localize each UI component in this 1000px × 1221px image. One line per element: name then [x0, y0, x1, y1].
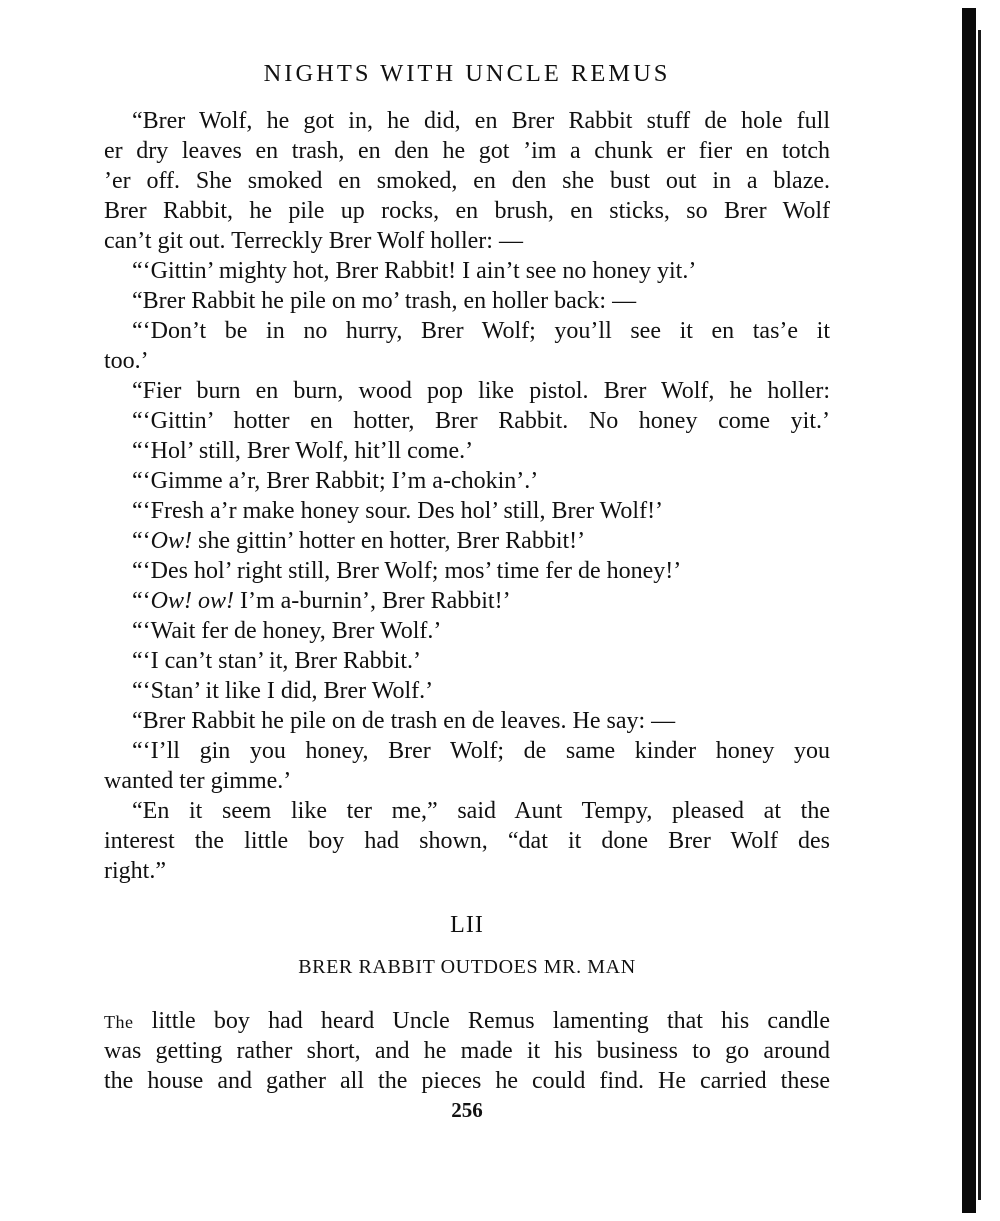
- line-text: “‘Gimme a’r, Brer Rabbit; I’m a-chokin’.’: [132, 468, 539, 494]
- text-line: [104, 466, 830, 496]
- text-line: [104, 286, 830, 316]
- story-text: [104, 106, 830, 886]
- text-line: [104, 556, 830, 586]
- text-line: [104, 256, 830, 286]
- text-line: [104, 796, 830, 826]
- line-text: I’m a-burnin’, Brer Rabbit!’: [234, 588, 511, 614]
- italic-exclamation: Ow!: [150, 528, 192, 554]
- chapter-title: BRER RABBIT OUTDOES MR. MAN: [298, 956, 636, 978]
- running-head: NIGHTS WITH UNCLE REMUS: [263, 60, 671, 87]
- text-line: [104, 1066, 830, 1096]
- text-line: [104, 1036, 830, 1066]
- line-text: er dry leaves en trash, en den he got ’im a chunk er fier en totch: [104, 138, 830, 164]
- text-line: [104, 676, 830, 706]
- line-text: “‘Fresh a’r make honey sour. Des hol’ still, Brer Wolf!’: [132, 498, 664, 524]
- text-line: [104, 376, 830, 406]
- line-text: “‘Des hol’ right still, Brer Wolf; mos’ time fer de honey!’: [132, 558, 682, 584]
- text-line: [104, 706, 830, 736]
- line-text: “‘Gittin’ hotter en hotter, Brer Rabbit. No honey come yit.’: [132, 408, 830, 434]
- text-line: [104, 766, 830, 796]
- line-text: wanted ter gimme.’: [104, 768, 292, 794]
- line-text: “‘Gittin’ mighty hot, Brer Rabbit! I ain’t see no honey yit.’: [132, 258, 697, 284]
- text-line: [104, 616, 830, 646]
- line-text: “‘Hol’ still, Brer Wolf, hit’ll come.’: [132, 438, 474, 464]
- line-text: the house and gather all the pieces he could find. He carried these: [104, 1068, 830, 1094]
- text-line: [104, 436, 830, 466]
- line-text: “‘I’ll gin you honey, Brer Wolf; de same kinder honey you: [132, 738, 830, 764]
- text-line: [104, 856, 830, 886]
- chapter-opening-text: [104, 1006, 830, 1096]
- line-text: “‘I can’t stan’ it, Brer Rabbit.’: [132, 648, 422, 674]
- text-line: [104, 406, 830, 436]
- text-line: [104, 586, 830, 616]
- line-text: interest the little boy had shown, “dat it done Brer Wolf des: [104, 828, 830, 854]
- text-line: [104, 196, 830, 226]
- line-text: was getting rather short, and he made it his business to go around: [104, 1038, 830, 1064]
- text-line: [104, 106, 830, 136]
- line-text: “Fier burn en burn, wood pop like pistol. Brer Wolf, he holler:: [132, 378, 830, 404]
- line-text: can’t git out. Terreckly Brer Wolf holler: —: [104, 228, 523, 254]
- page-edge-line: [978, 30, 981, 1200]
- line-text: “‘Stan’ it like I did, Brer Wolf.’: [132, 678, 434, 704]
- text-line: [104, 226, 830, 256]
- text-line: [104, 526, 830, 556]
- page-number: 256: [451, 1098, 483, 1122]
- text-line: [104, 646, 830, 676]
- text-line: [104, 736, 830, 766]
- line-text: little boy had heard Uncle Remus lamenting that his candle: [133, 1008, 830, 1034]
- italic-exclamation: Ow! ow!: [150, 588, 234, 614]
- text-line: [104, 166, 830, 196]
- line-text: “‘: [132, 588, 151, 614]
- text-line: [104, 496, 830, 526]
- line-text: Brer Rabbit, he pile up rocks, en brush, en sticks, so Brer Wolf: [104, 198, 830, 224]
- line-text: she gittin’ hotter en hotter, Brer Rabbit!’: [192, 528, 586, 554]
- text-line: [104, 316, 830, 346]
- line-text: “Brer Rabbit he pile on mo’ trash, en holler back: —: [132, 288, 637, 314]
- line-text: “‘Wait fer de honey, Brer Wolf.’: [132, 618, 442, 644]
- line-text: “‘Don’t be in no hurry, Brer Wolf; you’ll see it en tas’e it: [132, 318, 830, 344]
- line-text: ’er off. She smoked en smoked, en den she bust out in a blaze.: [104, 168, 830, 194]
- text-line: [104, 136, 830, 166]
- chapter-number: LII: [450, 912, 484, 938]
- text-line: [104, 1006, 830, 1036]
- line-text: too.’: [104, 348, 149, 374]
- line-text: right.”: [104, 858, 166, 884]
- page-edge-shadow: [962, 8, 976, 1213]
- line-text: “‘: [132, 528, 151, 554]
- text-line: [104, 346, 830, 376]
- line-text: “En it seem like ter me,” said Aunt Tempy, pleased at the: [132, 798, 830, 824]
- text-line: [104, 826, 830, 856]
- line-text: “Brer Rabbit he pile on de trash en de leaves. He say: —: [132, 708, 676, 734]
- line-text: “Brer Wolf, he got in, he did, en Brer Rabbit stuff de hole full: [132, 108, 830, 134]
- small-caps-opening: The: [104, 1012, 134, 1032]
